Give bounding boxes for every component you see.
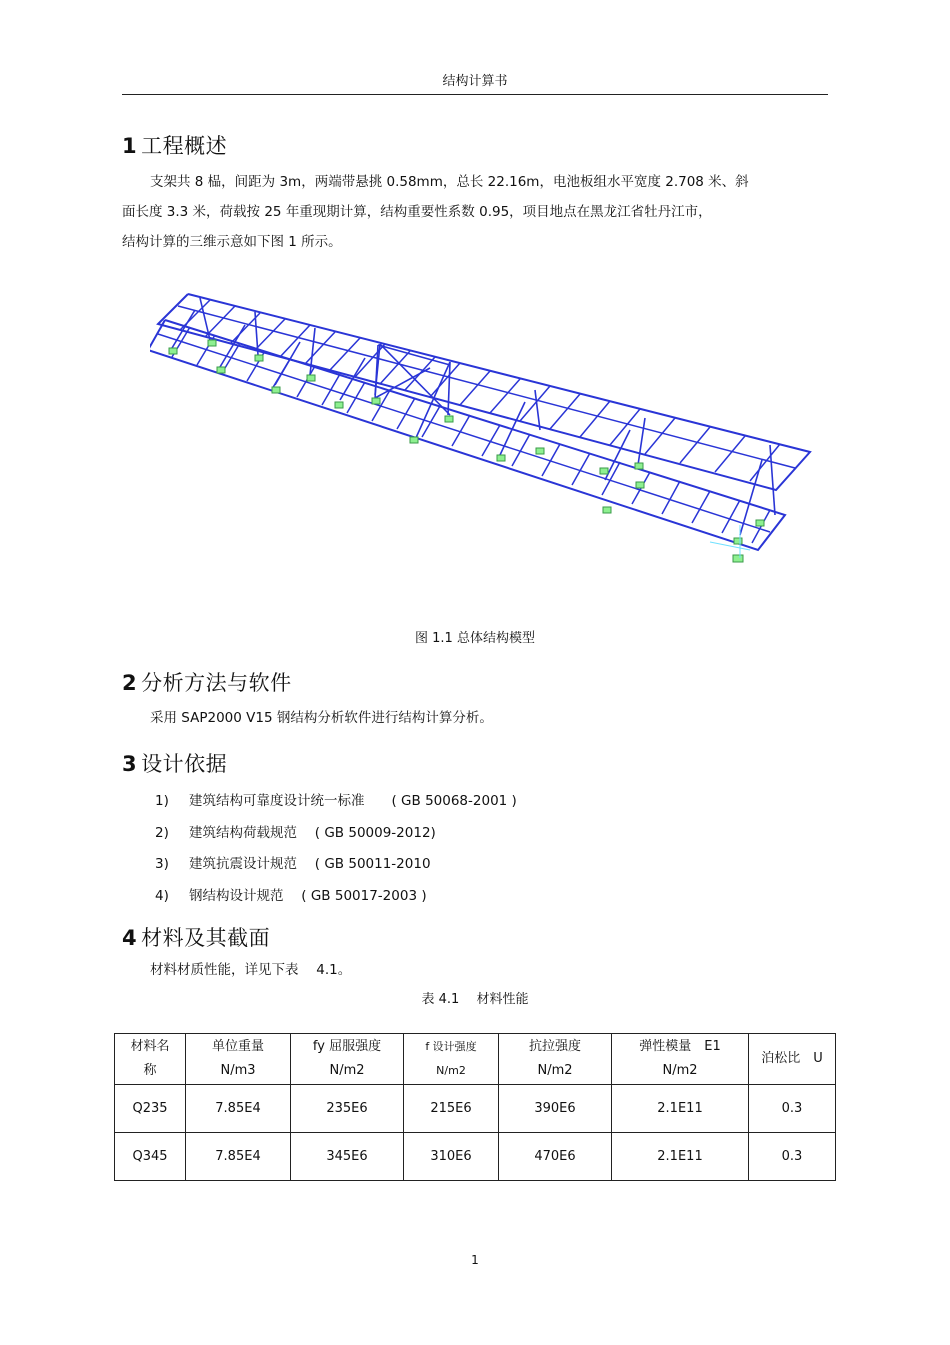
header-line-1: f 设计强度 xyxy=(425,1040,477,1053)
standards-list xyxy=(155,786,517,912)
header-line-1: 单位重量 xyxy=(211,1039,264,1054)
header-line-1: 材料名 xyxy=(130,1039,170,1054)
standard-index: 4) xyxy=(155,887,169,904)
header-unit-weight xyxy=(186,1034,291,1085)
overview-line-2: 面长度 3.3 米，荷载按 25 年重现期计算，结构重要性系数 0.95，项目地点在黑龙江省牡丹江市， xyxy=(122,204,712,220)
table-cell: 310E6 xyxy=(404,1133,499,1181)
table-row xyxy=(115,1085,836,1133)
header-line-1: 泊松比 U xyxy=(761,1051,823,1066)
analysis-text: 采用 SAP2000 V15 钢结构分析软件进行结构计算分析。 xyxy=(150,710,493,726)
header-rule xyxy=(122,94,828,95)
standard-index: 3) xyxy=(155,856,169,872)
section-1-title: 工程概述 xyxy=(141,134,228,158)
header-design-strength xyxy=(404,1034,499,1085)
header-tensile-strength xyxy=(499,1034,612,1085)
standard-item xyxy=(155,818,517,850)
standard-index: 2) xyxy=(155,824,169,841)
table-cell: 215E6 xyxy=(404,1085,499,1133)
table-caption: 表 4.1 材料性能 xyxy=(421,992,529,1007)
table-cell: 470E6 xyxy=(499,1133,612,1181)
section-2-number: 2 xyxy=(122,671,138,695)
header-line-2: 称 xyxy=(143,1063,157,1078)
section-1-heading xyxy=(122,130,227,160)
table-cell: 7.85E4 xyxy=(186,1085,291,1133)
table-cell: Q235 xyxy=(115,1085,186,1133)
section-2-heading xyxy=(122,667,292,697)
header-line-2: N/m2 xyxy=(537,1063,573,1078)
section-3-title: 设计依据 xyxy=(141,752,228,776)
table-cell: 2.1E11 xyxy=(612,1085,749,1133)
header-line-2: N/m2 xyxy=(662,1063,698,1078)
table-cell: 0.3 xyxy=(749,1085,836,1133)
table-header-row xyxy=(115,1034,836,1085)
page-header: 结构计算书 xyxy=(442,74,508,89)
overview-line-1: 支架共 8 榀，间距为 3m，两端带悬挑 0.58mm，总长 22.16m，电池板组水平宽度 2.708 米、斜 xyxy=(150,174,749,190)
section-2-title: 分析方法与软件 xyxy=(141,671,292,695)
table-cell: 345E6 xyxy=(291,1133,404,1181)
overview-line-3: 结构计算的三维示意如下图 1 所示。 xyxy=(122,234,342,250)
standard-item xyxy=(155,881,517,913)
figure-caption: 图 1.1 总体结构模型 xyxy=(415,631,535,646)
header-poisson-ratio xyxy=(749,1034,836,1085)
section-1-number: 1 xyxy=(122,134,138,158)
header-line-1: 抗拉强度 xyxy=(528,1039,581,1054)
table-cell: 7.85E4 xyxy=(186,1133,291,1181)
standard-index: 1) xyxy=(155,793,169,809)
header-elastic-modulus xyxy=(612,1034,749,1085)
header-line-2: N/m2 xyxy=(436,1064,466,1077)
standard-item xyxy=(155,849,517,881)
standard-text: 建筑抗震设计规范 ( GB 50011-2010 xyxy=(189,856,431,872)
page-number: 1 xyxy=(471,1253,479,1267)
standard-text: 建筑结构可靠度设计统一标准 ( GB 50068-2001 ) xyxy=(189,793,517,809)
table-cell: 390E6 xyxy=(499,1085,612,1133)
header-material xyxy=(115,1034,186,1085)
header-line-1: 弹性模量 E1 xyxy=(639,1039,721,1054)
table-cell: 0.3 xyxy=(749,1133,836,1181)
table-cell: 235E6 xyxy=(291,1085,404,1133)
materials-table xyxy=(114,1033,836,1181)
standard-text: 钢结构设计规范 ( GB 50017-2003 ) xyxy=(189,887,427,904)
section-3-heading xyxy=(122,748,227,778)
table-row xyxy=(115,1133,836,1181)
section-4-heading xyxy=(122,922,270,952)
section-3-number: 3 xyxy=(122,752,138,776)
header-line-1: fy 屈服强度 xyxy=(312,1039,382,1054)
section-4-number: 4 xyxy=(122,926,138,950)
structure-model-figure xyxy=(150,280,820,580)
table-cell: 2.1E11 xyxy=(612,1133,749,1181)
support-markers xyxy=(169,340,764,562)
standard-item xyxy=(155,786,517,818)
header-line-2: N/m3 xyxy=(220,1063,256,1078)
overview-paragraph xyxy=(122,167,828,257)
standard-text: 建筑结构荷载规范 ( GB 50009-2012) xyxy=(189,824,436,841)
header-yield-strength xyxy=(291,1034,404,1085)
section-4-title: 材料及其截面 xyxy=(141,926,271,950)
header-line-2: N/m2 xyxy=(329,1063,365,1078)
materials-intro: 材料材质性能，详见下表 4.1。 xyxy=(150,962,352,978)
table-cell: Q345 xyxy=(115,1133,186,1181)
steel-frame-drawing xyxy=(150,294,810,550)
